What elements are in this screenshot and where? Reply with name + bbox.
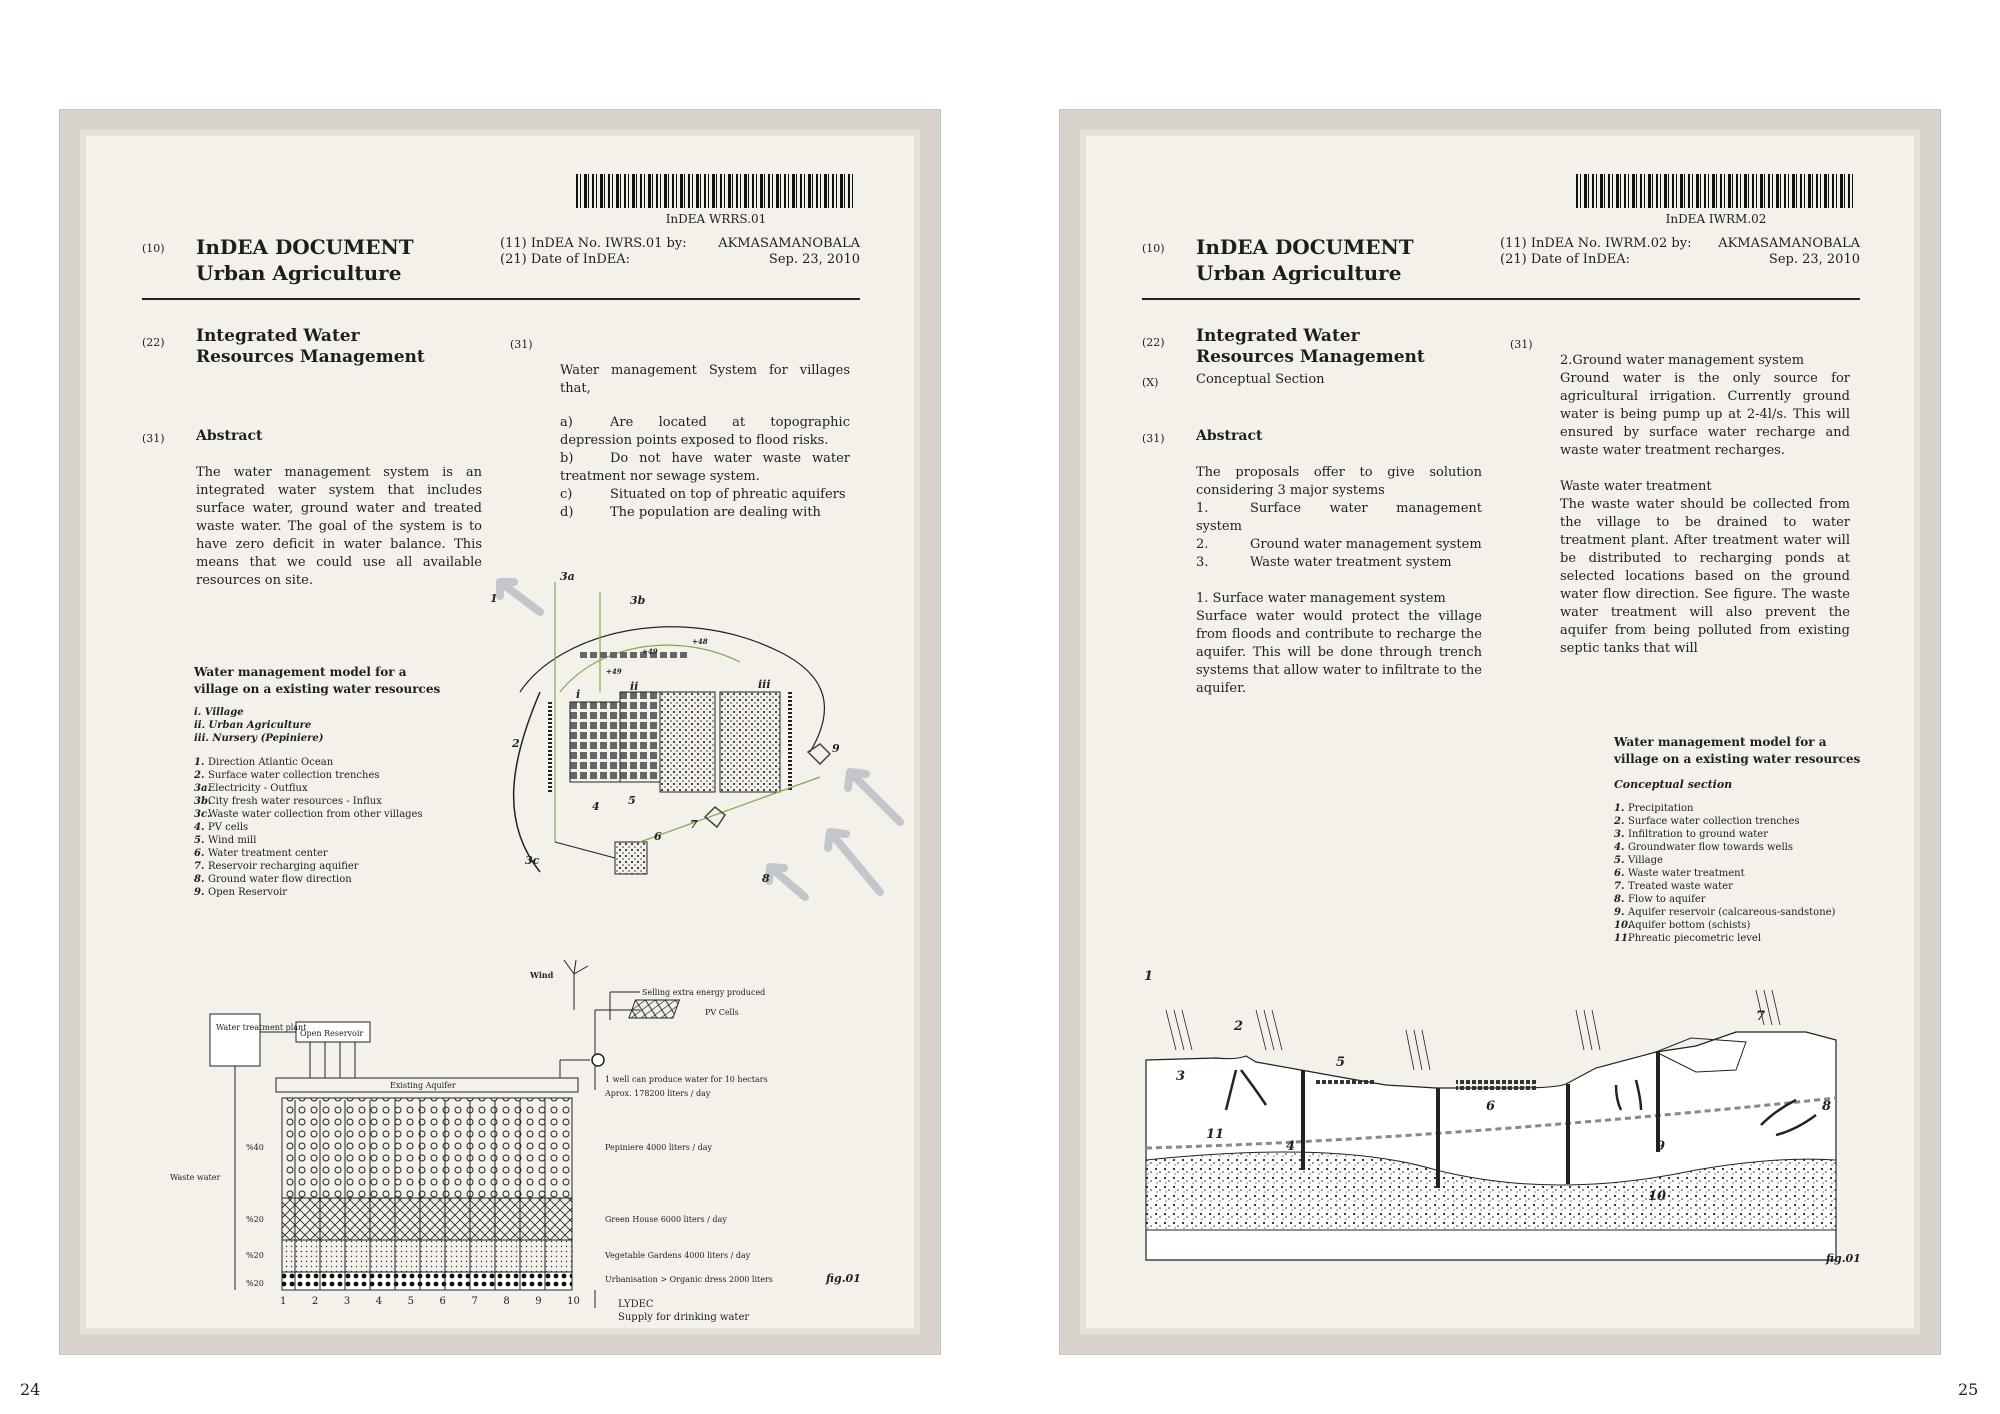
legend-text: PV cells [208, 822, 249, 833]
legend-text: Treated waste water [1628, 881, 1733, 892]
legend-item [1614, 815, 1835, 828]
list-item-text: Situated on top of phreatic aquifers [610, 487, 846, 502]
legend-title: Water management model for a village on a existing water resources [194, 665, 441, 696]
legend-num: 4. [194, 822, 205, 833]
legend-text: Phreatic piecometric level [1628, 933, 1762, 944]
section-heading: Integrated Water Resources Management [196, 326, 425, 367]
section-heading: Integrated Water Resources Management [1196, 326, 1425, 367]
column-number: 1 [280, 1296, 287, 1307]
document-author: AKMASAMANOBALA [1718, 236, 1860, 251]
legend-item [1614, 880, 1835, 893]
list-item-label: d) [560, 505, 574, 520]
legend-item [1614, 932, 1835, 945]
plan-label: 2 [512, 737, 520, 750]
diagram-aprox: Aprox. 178200 liters / day [605, 1089, 711, 1098]
section-label: 5 [1336, 1055, 1346, 1070]
column2-text [1560, 352, 1850, 658]
diagram-pv-label: PV Cells [705, 1008, 739, 1017]
plan-label: 1 [490, 592, 498, 605]
diagram-columns [280, 1295, 580, 1308]
legend-text: Wind mill [208, 835, 257, 846]
list-item-text: Are located at topographic depression points exposed to flood risks. [560, 415, 850, 448]
legend-num: 8. [1614, 894, 1625, 905]
legend-text: Surface water collection trenches [208, 770, 380, 781]
surface-text: Surface water would protect the village from floods and contribute to recharge the aquifer. This will be done through trench systems that allow water to infiltrate to the aquifer. [1196, 609, 1482, 696]
plan-label: +48 [692, 637, 708, 646]
figure-caption: fig.01 [826, 1272, 861, 1285]
legend-num: 1. [194, 757, 205, 768]
figure-caption: fig.01 [1826, 1252, 1861, 1265]
document-title-line1: InDEA DOCUMENT [196, 235, 414, 259]
column-number: 7 [471, 1296, 478, 1307]
plan-label: 5 [628, 794, 636, 807]
lydec-label [618, 1298, 749, 1324]
legend-subtitle: Conceptual section [1614, 778, 1733, 791]
diagram-treatment-label: Water treatment plant [216, 1023, 307, 1032]
plan-label: +49 [606, 667, 622, 676]
diagram-wind-label: Wind [530, 970, 554, 980]
right-document-paper [1080, 130, 1920, 1334]
legend-zone: i. Village [194, 707, 244, 718]
legend-text: Waste water treatment [1628, 868, 1745, 879]
document-meta [1500, 236, 1691, 268]
legend-num: 7. [194, 861, 205, 872]
list-item-text: Ground water management system [1250, 537, 1482, 552]
document-date-label: (21) Date of InDEA: [500, 252, 630, 267]
field-code-31: (31) [142, 432, 165, 445]
diagram-waste-label: Waste water [170, 1173, 221, 1182]
legend-text: Water treatment center [208, 848, 328, 859]
left-document-paper [80, 130, 920, 1334]
legend-text: Aquifer bottom (schists) [1628, 920, 1751, 931]
list-item-label: 3. [1196, 555, 1209, 570]
legend-text: Ground water flow direction [208, 874, 352, 885]
list-item [560, 414, 850, 450]
plan-label: +49 [642, 647, 658, 656]
document-meta [500, 236, 687, 268]
document-number: (11) InDEA No. IWRM.02 by: [1500, 236, 1692, 251]
field-code-31b: (31) [1510, 338, 1533, 351]
legend-item [1614, 867, 1835, 880]
legend-num: 3c. [194, 809, 211, 820]
document-date: Sep. 23, 2010 [768, 252, 860, 267]
legend-item [194, 886, 423, 899]
legend-num: 2. [194, 770, 205, 781]
legend-item [194, 873, 423, 886]
legend-item [1614, 893, 1835, 906]
diagram-selling-label: Selling extra energy produced [642, 988, 766, 997]
legend-text: Waste water collection from other villages [208, 809, 423, 820]
legend-num: 3b. [194, 796, 212, 807]
legend-item [194, 821, 423, 834]
document-number: (11) InDEA No. IWRS.01 by: [500, 236, 687, 251]
column-number: 3 [343, 1296, 351, 1307]
legend-num: 9. [1614, 907, 1625, 918]
document-title [1196, 234, 1414, 286]
legend-text: Electricity - Outflux [208, 783, 308, 794]
legend-text: Reservoir recharging aquifier [208, 861, 359, 872]
document-title-line2: Urban Agriculture [1196, 261, 1402, 285]
diagram-row-label: Urbanisation > Organic dress 2000 liters [605, 1275, 773, 1284]
column-number: 10 [567, 1296, 580, 1307]
section-label: 10 [1648, 1189, 1667, 1204]
barcode [576, 174, 856, 208]
waste-title: Waste water treatment [1560, 479, 1712, 494]
legend-num: 6. [194, 848, 205, 859]
column-number: 5 [407, 1296, 414, 1307]
legend-num: 5. [194, 835, 205, 846]
list-item [560, 486, 850, 504]
legend-text: Open Reservoir [208, 887, 288, 898]
diagram-row-pct: %20 [246, 1279, 264, 1288]
list-item [1196, 554, 1482, 572]
document-title-line2: Urban Agriculture [196, 261, 402, 285]
document-meta-values [680, 236, 860, 268]
document-date-label: (21) Date of InDEA: [1500, 252, 1630, 267]
list-item-label: 2. [1196, 537, 1209, 552]
list-item-label: c) [560, 487, 573, 502]
header-rule [142, 298, 860, 300]
field-code-10: (10) [1142, 242, 1165, 255]
legend-title: Water management model for a village on a existing water resources [1614, 735, 1861, 766]
barcode-label: InDEA IWRM.02 [1665, 212, 1767, 226]
list-item [1196, 500, 1482, 536]
diagram-row-pct: %40 [246, 1143, 264, 1152]
legend-num: 3. [1614, 829, 1625, 840]
section-subheading: Conceptual Section [1196, 372, 1325, 387]
legend-item [194, 834, 423, 847]
legend-num: 6. [1614, 868, 1625, 879]
legend-text: Direction Atlantic Ocean [208, 757, 334, 768]
plan-label: iii [758, 678, 771, 691]
list-item-text: The population are dealing with [610, 505, 821, 520]
legend-items [194, 756, 423, 899]
plan-label: ii [630, 680, 639, 693]
legend-num: 2. [1614, 816, 1625, 827]
page-number-right: 25 [1958, 1380, 1979, 1399]
column-number: 4 [375, 1296, 383, 1307]
field-code-x: (X) [1142, 376, 1159, 389]
column-number: 9 [535, 1296, 542, 1307]
legend-zone: ii. Urban Agriculture [194, 720, 312, 731]
legend-num: 1. [1614, 803, 1625, 814]
document-meta-values [1680, 236, 1860, 268]
legend-item [1614, 828, 1835, 841]
legend-text: City fresh water resources - Influx [208, 796, 382, 807]
column-number: 6 [439, 1296, 446, 1307]
legend-text: Flow to aquifer [1628, 894, 1706, 905]
document-author: AKMASAMANOBALA [718, 236, 860, 251]
list-item [560, 504, 850, 522]
legend-text: Infiltration to ground water [1628, 829, 1768, 840]
legend-item [1614, 906, 1835, 919]
legend-item [194, 860, 423, 873]
lydec-title: LYDEC [618, 1299, 654, 1310]
plan-label: 9 [832, 742, 840, 755]
abstract-heading: Abstract [196, 428, 263, 444]
document-title-line1: InDEA DOCUMENT [1196, 235, 1414, 259]
legend-num: 8. [194, 874, 205, 885]
legend-num: 11. [1614, 933, 1632, 944]
plan-label: 3c [525, 854, 540, 867]
abstract-intro: The proposals offer to give solution considering 3 major systems [1196, 465, 1482, 498]
list-item [1196, 536, 1482, 554]
lydec-subtitle: Supply for drinking water [618, 1312, 750, 1323]
barcode [1576, 174, 1856, 208]
legend-num: 3a. [194, 783, 211, 794]
legend-item [194, 795, 423, 808]
waste-text: The waste water should be collected from the village to be drained to water treatment plant. After treatment water will be distributed to recharging ponds at selected locations based on the ground water flow direction. See figure. The waste water treatment will also prevent the aquifer from being polluted from existing septic tanks that will [1560, 497, 1850, 656]
legend-item [194, 782, 423, 795]
legend-num: 4. [1614, 842, 1625, 853]
right-document-sheet [1060, 110, 1940, 1354]
ground-title: 2.Ground water management system [1560, 353, 1805, 368]
left-document-sheet [60, 110, 940, 1354]
field-code-31b: (31) [510, 338, 533, 351]
section-label: 11 [1206, 1127, 1225, 1142]
list-item-text: Waste water treatment system [1250, 555, 1452, 570]
plan-label: 8 [762, 872, 770, 885]
section-label: 3 [1176, 1069, 1186, 1084]
column2-intro: Water management System for villages that, [560, 363, 850, 396]
field-code-10: (10) [142, 242, 165, 255]
section-label: 2 [1234, 1019, 1244, 1034]
legend-items [1614, 802, 1835, 945]
column-number: 8 [503, 1296, 510, 1307]
legend-text: Surface water collection trenches [1628, 816, 1800, 827]
legend-item [1614, 802, 1835, 815]
plan-label: 7 [690, 818, 698, 831]
list-item-label: a) [560, 415, 573, 430]
section-label: 8 [1822, 1099, 1832, 1114]
diagram-open-reservoir-label: Open Reservoir [300, 1029, 364, 1038]
legend-num: 10. [1614, 920, 1632, 931]
legend-item [194, 847, 423, 860]
abstract-text: The water management system is an integrated water system that includes surface water, ground water and treated waste water. The goal of the system is to have zero deficit in water balance. This means that we could use all available resources on site. [196, 465, 482, 588]
list-item-text: Surface water management system [1196, 501, 1482, 534]
field-code-22: (22) [1142, 336, 1165, 349]
conceptual-section-drawing [1136, 960, 1856, 1230]
section-label: 4 [1286, 1139, 1296, 1154]
diagram-aquifer-label: Existing Aquifer [390, 1081, 456, 1090]
list-item-label: 1. [1196, 501, 1209, 516]
diagram-row-label: Green House 6000 liters / day [605, 1215, 727, 1224]
abstract-column [1196, 464, 1482, 698]
section-label: 7 [1756, 1009, 1766, 1024]
list-item-text: Do not have water waste water treatment nor sewage system. [560, 451, 850, 484]
field-code-31: (31) [1142, 432, 1165, 445]
column2-list [560, 414, 850, 522]
plan-label: 3b [630, 594, 646, 607]
abstract-heading: Abstract [1196, 428, 1263, 444]
water-flow-diagram [170, 960, 773, 1290]
legend-num: 7. [1614, 881, 1625, 892]
legend-item [1614, 854, 1835, 867]
document-title [196, 234, 414, 286]
document-date: Sep. 23, 2010 [1768, 252, 1860, 267]
legend-zone: iii. Nursery (Pepiniere) [194, 733, 324, 744]
diagram-well-note: 1 well can produce water for 10 hectars [605, 1075, 768, 1084]
field-code-22: (22) [142, 336, 165, 349]
diagram-row-pct: %20 [246, 1251, 264, 1260]
legend-text: Precipitation [1628, 803, 1694, 814]
legend-item [1614, 841, 1835, 854]
plan-label: i [576, 688, 581, 701]
legend-text: Groundwater flow towards wells [1628, 842, 1793, 853]
plan-label: 4 [592, 800, 600, 813]
ground-text: Ground water is the only source for agricultural irrigation. Currently ground water is being pump up at 2-4l/s. This will ensured by surface water recharge and waste water treatment recharges. [1560, 371, 1850, 458]
diagram-row-pct: %20 [246, 1215, 264, 1224]
list-item [560, 450, 850, 486]
plan-label: 6 [654, 830, 662, 843]
header-rule [1142, 298, 1860, 300]
column-number: 2 [311, 1296, 319, 1307]
diagram-row-label: Vegetable Gardens 4000 liters / day [605, 1251, 751, 1260]
legend-item [194, 756, 423, 769]
legend-item [194, 808, 423, 821]
legend-num: 9. [194, 887, 205, 898]
legend-item [194, 769, 423, 782]
site-plan-drawing [480, 542, 920, 942]
surface-title: 1. Surface water management system [1196, 591, 1446, 606]
legend-zones [194, 706, 324, 745]
diagram-row-label: Pepiniere 4000 liters / day [605, 1143, 713, 1152]
page-number-left: 24 [20, 1380, 41, 1399]
list-item-label: b) [560, 451, 574, 466]
barcode-label: InDEA WRRS.01 [665, 212, 767, 226]
plan-label: 3a [560, 570, 575, 583]
legend-text: Aquifer reservoir (calcareous-sandstone) [1628, 907, 1836, 918]
section-label: 9 [1656, 1139, 1666, 1154]
legend-num: 5. [1614, 855, 1625, 866]
legend-text: Village [1628, 855, 1663, 866]
legend-item [1614, 919, 1835, 932]
section-label: 6 [1486, 1099, 1496, 1114]
section-label: 1 [1144, 969, 1154, 984]
